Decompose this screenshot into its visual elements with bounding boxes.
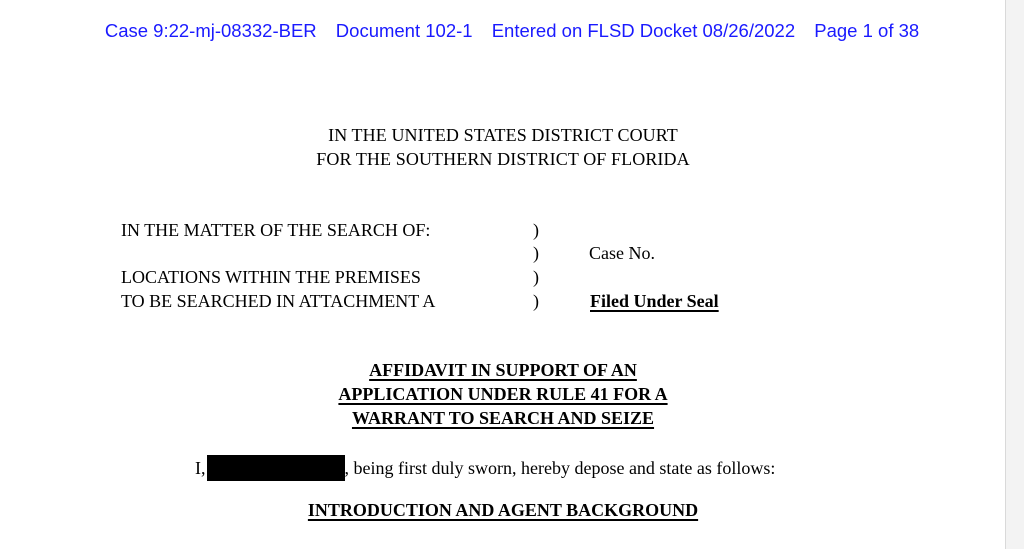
- ecf-case-number: Case 9:22-mj-08332-BER: [104, 20, 317, 41]
- ecf-header-stamp: [0, 20, 1024, 42]
- court-name-line-2: FOR THE SOUTHERN DISTRICT OF FLORIDA: [316, 149, 690, 169]
- caption-paren: ): [533, 291, 539, 311]
- caption-paren: ): [533, 220, 539, 240]
- ecf-entered-date: Entered on FLSD Docket 08/26/2022: [491, 20, 796, 41]
- caption-paren: ): [533, 267, 539, 287]
- caption-locations-line-2: TO BE SEARCHED IN ATTACHMENT A: [121, 291, 436, 311]
- oath-prefix: I,: [195, 458, 206, 478]
- section-heading: INTRODUCTION AND AGENT BACKGROUND: [307, 500, 699, 520]
- ecf-page-count: Page 1 of 38: [814, 20, 920, 41]
- oath-suffix: , being first duly sworn, hereby depose and state as follows:: [344, 458, 776, 478]
- ecf-document-number: Document 102-1: [335, 20, 473, 41]
- affidavit-title-line-2: APPLICATION UNDER RULE 41 FOR A: [338, 384, 668, 404]
- case-number-label: Case No.: [589, 243, 655, 263]
- caption-paren: ): [533, 243, 539, 263]
- viewer-background: [1006, 0, 1024, 549]
- oath-statement: [195, 455, 775, 481]
- affidavit-title-line-1: AFFIDAVIT IN SUPPORT OF AN: [369, 360, 637, 380]
- caption-locations-line-1: LOCATIONS WITHIN THE PREMISES: [121, 267, 421, 287]
- court-name-line-1: IN THE UNITED STATES DISTRICT COURT: [328, 125, 678, 145]
- redaction-block: [207, 455, 345, 481]
- filed-under-seal: Filed Under Seal: [590, 291, 719, 311]
- affidavit-title-line-3: WARRANT TO SEARCH AND SEIZE: [351, 408, 655, 428]
- caption-matter: IN THE MATTER OF THE SEARCH OF:: [121, 220, 431, 240]
